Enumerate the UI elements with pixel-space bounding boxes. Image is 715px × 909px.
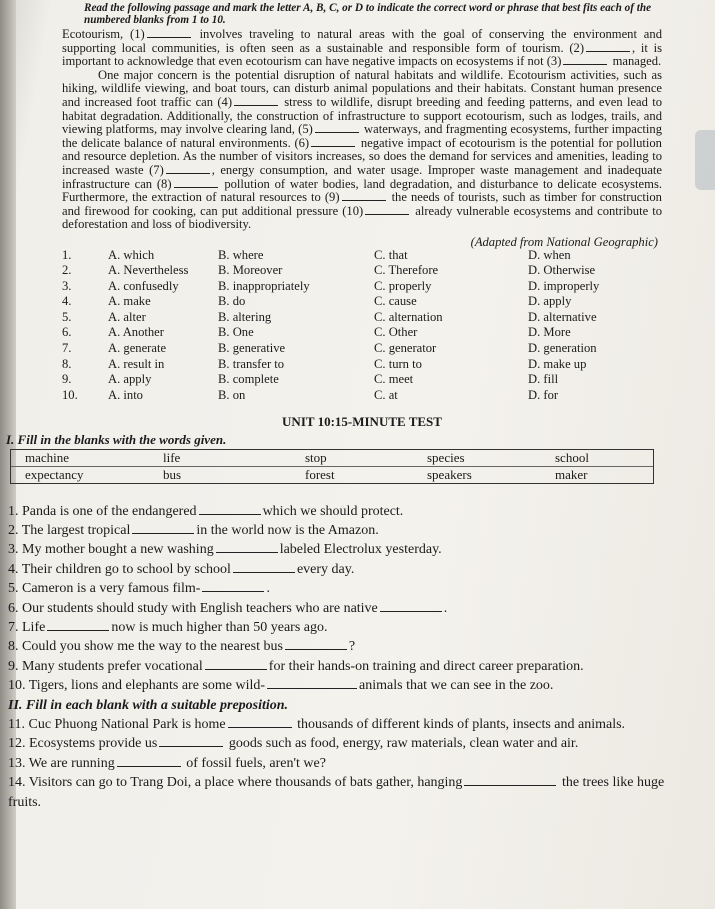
- question-12: 12. Ecosystems provide us goods such as food, energy, raw materials, clean water and air.: [8, 736, 579, 752]
- question-1: 1. Panda is one of the endangered which we should protect.: [8, 503, 404, 519]
- answer-blank[interactable]: [199, 502, 261, 515]
- answer-blank[interactable]: [380, 599, 442, 612]
- unit-title: UNIT 10:15-MINUTE TEST: [282, 414, 442, 430]
- option-b[interactable]: B. Moreover: [218, 263, 283, 278]
- question-13: 13. We are running of fossil fuels, aren't we?: [8, 755, 326, 771]
- section-1-title: I. Fill in the blanks with the words given.: [6, 432, 227, 448]
- word-box-item: species: [413, 450, 541, 467]
- option-d[interactable]: D. when: [528, 247, 571, 262]
- option-number: 4.: [62, 294, 72, 309]
- passage-source: (Adapted from National Geographic): [470, 234, 658, 249]
- option-d[interactable]: D. Otherwise: [528, 263, 596, 278]
- answer-blank[interactable]: [216, 540, 278, 553]
- option-b[interactable]: B. transfer to: [218, 356, 285, 371]
- worksheet-content: [6, 2, 665, 813]
- blank-10: [365, 205, 409, 215]
- option-number: 7.: [62, 341, 72, 356]
- word-box-item: stop: [291, 450, 413, 467]
- option-c[interactable]: C. cause: [374, 294, 417, 309]
- option-d[interactable]: D. apply: [528, 294, 572, 309]
- answer-blank[interactable]: [159, 734, 223, 747]
- option-a[interactable]: A. confusedly: [108, 278, 179, 293]
- option-number: 2.: [62, 263, 72, 278]
- blank-2: [586, 42, 630, 52]
- option-a[interactable]: A. into: [108, 387, 143, 402]
- instruction-heading: Read the following passage and mark the letter A, B, C, or D to indicate the correct word or phrase that best fits each of the numbered blanks from 1 to 10.: [84, 2, 652, 26]
- word-box-item: speakers: [427, 466, 472, 482]
- blank-8: [174, 178, 218, 188]
- blank-3: [563, 55, 607, 65]
- answer-blank[interactable]: [285, 637, 347, 650]
- answer-blank[interactable]: [132, 521, 194, 534]
- option-number: 10.: [62, 387, 78, 402]
- option-number: 9.: [62, 372, 72, 387]
- option-number: 6.: [62, 325, 72, 340]
- option-d[interactable]: D. make up: [528, 356, 587, 371]
- word-box-item: maker: [555, 466, 588, 482]
- answer-options: [62, 248, 662, 404]
- answer-blank[interactable]: [202, 579, 264, 592]
- option-c[interactable]: C. Other: [374, 325, 418, 340]
- option-d[interactable]: D. fill: [528, 372, 559, 387]
- word-box-item: school: [541, 450, 653, 467]
- passage-paragraph-1: Ecotourism, (1) involves traveling to natural areas with the goal of conserving the environment and supporting local communities, is often seen as a sustainable and responsible form of tourism. (2) , it is important to acknowledge that even ecotourism can have negative impacts on ecosystems if not (3) managed.: [62, 27, 662, 69]
- option-a[interactable]: A. make: [108, 294, 151, 309]
- answer-blank[interactable]: [464, 773, 556, 786]
- question-14: 14. Visitors can go to Trang Doi, a place where thousands of bats gather, hanging the trees like huge fruits.: [8, 775, 665, 811]
- word-box-item: forest: [305, 466, 335, 482]
- blank-7: [166, 164, 210, 174]
- option-c[interactable]: C. Therefore: [374, 263, 439, 278]
- option-d[interactable]: D. for: [528, 387, 559, 402]
- option-c[interactable]: C. meet: [374, 372, 414, 387]
- option-c[interactable]: C. at: [374, 387, 398, 402]
- blank-4: [234, 96, 278, 106]
- option-number: 1.: [62, 247, 72, 262]
- question-9: 9. Many students prefer vocational for their hands-on training and direct career preparation.: [8, 658, 584, 674]
- option-a[interactable]: A. Another: [108, 325, 164, 340]
- answer-blank[interactable]: [233, 560, 295, 573]
- option-d[interactable]: D. generation: [528, 341, 597, 356]
- option-a[interactable]: A. Nevertheless: [108, 263, 189, 278]
- section-2-title: II. Fill in each blank with a suitable preposition.: [8, 697, 289, 713]
- question-11: 11. Cuc Phuong National Park is home thousands of different kinds of plants, insects and animals.: [8, 716, 626, 732]
- answer-blank[interactable]: [267, 676, 357, 689]
- question-8: 8. Could you show me the way to the nearest bus ?: [8, 639, 356, 655]
- passage-paragraph-2: One major concern is the potential disruption of natural habitats and wildlife. Ecotourism activities, such as hiking, wildlife viewing, and boat tours, can disturb animal populations and their habitats. Constant human presence and increased foot traffic can (4) stress to wildlife, disrupt breeding and feeding patterns, and even lead to habitat degradation. Additionally, the construction of infrastructure to support ecotourism, such as lodges, trails, and viewing platforms, may involve clearing land, (5) waterways, and fragmenting ecosystems, further impacting the delicate balance of natural environments. (6) negative impact of ecotourism is the potential for pollution and resource depletion. As the number of visitors increases, so does the demand for services and amenities, leading to increased waste (7) , energy consumption, and water usage. Improper waste management and inadequate infrastructure can (8) pollution of water bodies, land degradation, and disturbance to delicate ecosystems. Furthermore, the extraction of natural resources to (9) the needs of tourists, such as timber for construction and firewood for cooking, can put additional pressure (10) already vulnerable ecosystems and contribute to deforestation and loss of biodiversity.: [62, 67, 662, 232]
- option-b[interactable]: B. inappropriately: [218, 278, 310, 293]
- option-d[interactable]: D. improperly: [528, 278, 600, 293]
- option-b[interactable]: B. where: [218, 247, 264, 262]
- option-a[interactable]: A. apply: [108, 372, 152, 387]
- option-number: 5.: [62, 309, 72, 324]
- option-b[interactable]: B. on: [218, 387, 246, 402]
- option-d[interactable]: D. alternative: [528, 309, 597, 324]
- question-4: 4. Their children go to school by school every day.: [8, 561, 355, 577]
- option-b[interactable]: B. altering: [218, 309, 272, 324]
- question-7: 7. Life now is much higher than 50 years ago.: [8, 620, 328, 636]
- answer-blank[interactable]: [205, 657, 267, 670]
- option-d[interactable]: D. More: [528, 325, 571, 340]
- answer-blank[interactable]: [47, 618, 109, 631]
- option-b[interactable]: B. do: [218, 294, 246, 309]
- word-box: [10, 449, 654, 484]
- word-box-item: machine: [11, 450, 149, 467]
- answer-blank[interactable]: [228, 715, 292, 728]
- option-b[interactable]: B. One: [218, 325, 254, 340]
- blank-5: [315, 123, 359, 133]
- question-3: 3. My mother bought a new washing labeled Electrolux yesterday.: [8, 542, 442, 558]
- word-box-item: life: [149, 450, 291, 467]
- question-2: 2. The largest tropical in the world now is the Amazon.: [8, 523, 379, 539]
- question-5: 5. Cameron is a very famous film- .: [8, 581, 270, 597]
- blank-9: [342, 191, 386, 201]
- option-c[interactable]: C. that: [374, 247, 408, 262]
- option-a[interactable]: A. generate: [108, 341, 167, 356]
- option-a[interactable]: A. which: [108, 247, 155, 262]
- question-6: 6. Our students should study with English teachers who are native .: [8, 600, 448, 616]
- option-c[interactable]: C. properly: [374, 278, 432, 293]
- section-1-questions: [8, 502, 668, 696]
- option-number: 8.: [62, 356, 72, 371]
- option-number: 3.: [62, 278, 72, 293]
- option-a[interactable]: A. alter: [108, 309, 146, 324]
- option-b[interactable]: B. generative: [218, 341, 286, 356]
- option-b[interactable]: B. complete: [218, 372, 279, 387]
- background-object: [695, 130, 715, 190]
- word-box-item: expectancy: [25, 466, 84, 482]
- blank-6: [311, 137, 355, 147]
- option-c[interactable]: C. alternation: [374, 309, 443, 324]
- word-box-item: bus: [163, 466, 182, 482]
- question-10: 10. Tigers, lions and elephants are some wild- animals that we can see in the zoo.: [8, 678, 554, 694]
- option-a[interactable]: A. result in: [108, 356, 165, 371]
- option-c[interactable]: C. generator: [374, 341, 437, 356]
- answer-blank[interactable]: [117, 754, 181, 767]
- blank-1: [147, 28, 191, 38]
- option-c[interactable]: C. turn to: [374, 356, 422, 371]
- section-2-questions: [8, 715, 668, 813]
